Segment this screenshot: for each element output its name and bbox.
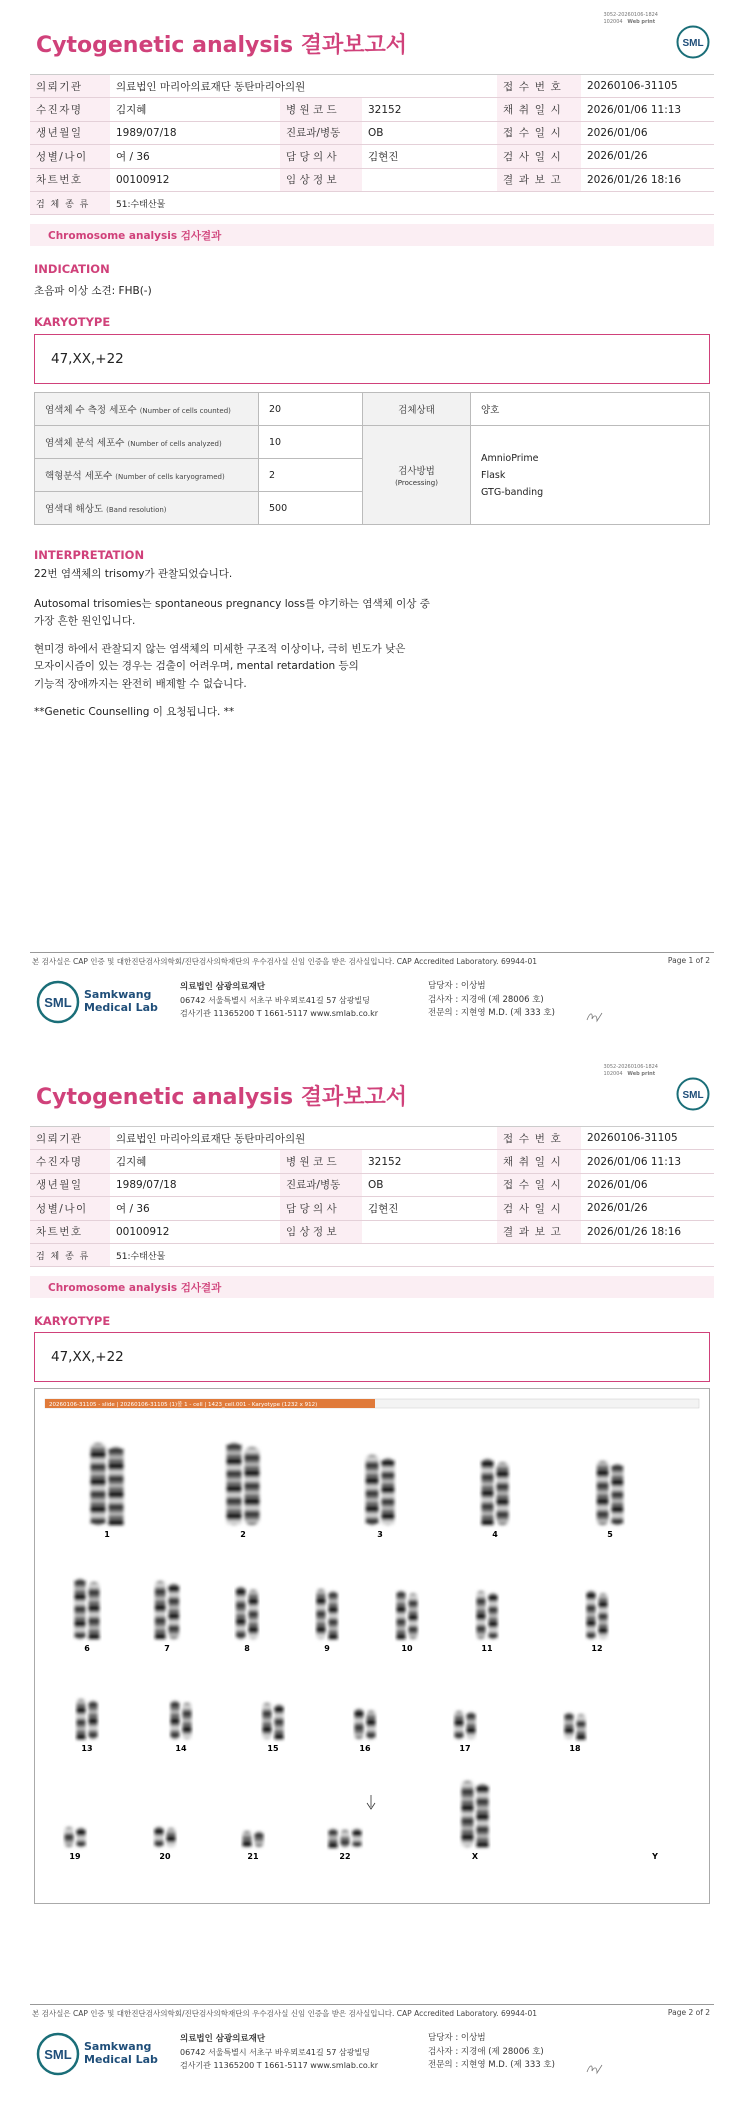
document-code [603,12,658,26]
page-number: Page 1 of 2 [667,956,710,965]
chromosome-pair-y [651,1852,658,1861]
staff-name: 이상범 [460,2033,486,2043]
chromosome-label: 22 [339,1852,351,1861]
value-receipt-date: 2026/01/06 [581,1173,714,1196]
indication-heading: INDICATION [34,262,110,276]
label-birth-date: 생년월일 [30,1173,110,1196]
value-sex-age: 여 / 36 [110,1197,280,1220]
address-line: 06742 서울특별시 서초구 바우뫼로41길 57 삼광빌딩 [180,996,370,1005]
label-physician: 담 당 의 사 [280,1197,362,1220]
staff-name: 지현영 M.D. (제 333 호) [460,1008,555,1018]
brand-line: Samkwang [84,2040,152,2053]
doc-code-line: 3052-20260106-1824 [603,12,658,18]
label-specimen-type: 검 체 종 류 [30,1243,110,1266]
label-chart-number: 차트번호 [30,1220,110,1243]
chromosome-label: 14 [175,1744,187,1753]
document-code [603,1064,658,1078]
staff-name: 이상범 [460,981,486,991]
address-line: 06742 서울특별시 서초구 바우뫼로41길 57 삼광빌딩 [180,2048,370,2057]
label-report-time: 결 과 보 고 [497,168,581,191]
doc-code-line: 102004 [603,19,623,25]
label-accession-number: 접 수 번 호 [497,75,581,98]
footer-staff: 담당자 : 이상범 검사자 : 지경애 (제 28006 호) 전문의 : 지현영 M.D. (제 333 호) [428,2033,555,2070]
value-cells-karyogramed: 2 [259,459,363,492]
sml-logo-icon [676,25,710,59]
karyogram-image [34,1388,710,1904]
report-title: Cytogenetic analysis 결과보고서 [36,1085,408,1110]
interpretation-paragraph: **Genetic Counselling 이 요청됩니다. ** [34,705,235,718]
doc-code-line: 3052-20260106-1824 [603,1064,658,1070]
label-clinical-info: 임 상 정 보 [280,1220,362,1243]
value-receipt-date: 2026/01/06 [581,121,714,144]
chromosome-label: 7 [164,1644,170,1653]
footer-address [180,980,378,1020]
logo-text: SML [682,38,704,49]
method-item: Flask [481,469,506,481]
footer-address [180,2032,378,2072]
karyogram-svg [35,1389,709,1903]
label-report-time: 결 과 보 고 [497,1220,581,1243]
org-name: 의료법인 삼광의료재단 [180,982,266,992]
footer-staff: 담당자 : 이상범 검사자 : 지경애 (제 28006 호) 전문의 : 지현영 M.D. (제 333 호) [428,981,555,1018]
value-department: OB [362,1173,497,1196]
label-hospital-code: 병 원 코 드 [280,1150,362,1173]
org-name: 의료법인 삼광의료재단 [180,2034,266,2044]
brand-line: Medical Lab [84,2053,158,2066]
report-title: Cytogenetic analysis 결과보고서 [36,33,408,58]
interpretation-heading: INTERPRETATION [34,548,145,562]
label-receipt-date: 접 수 일 시 [497,121,581,144]
value-test-date: 2026/01/26 [581,1197,714,1220]
section-chromosome-analysis: Chromosome analysis 검사결과 [30,224,714,246]
value-accession-number: 20260106-31105 [581,1127,714,1150]
interpretation-paragraph: 가장 흔한 원인입니다. [34,615,136,628]
chromosome-label: 3 [377,1530,383,1539]
footer-brand [84,988,158,1014]
label-patient-name: 수진자명 [30,98,110,121]
label-hospital-code: 병 원 코 드 [280,98,362,121]
staff-name: 지경애 (제 28006 호) [460,994,544,1005]
value-chart-number: 00100912 [110,1220,280,1243]
karyogram-header-text: 20260106-31105 - slide | 20260106-31105 (1)볼 1 - cell | 1423_cell.001 - Karyotype (1232 x 912) [49,1402,318,1408]
value-processing-method [471,426,710,525]
value-specimen-type: 51:수태산물 [110,1243,714,1266]
footer-divider [30,2004,714,2005]
value-hospital-code: 32152 [362,98,497,121]
chromosome-label: 1 [104,1530,110,1539]
label-cells-karyogramed: 핵형분석 세포수 (Number of cells karyogramed) [35,459,259,492]
footer-accreditation-note: 본 검사실은 CAP 인증 및 대한진단검사의학회/진단검사의학재단의 우수검사실 신임 인증을 받은 검사실입니다. CAP Accredited Laboratory. 69944-01 [32,2009,538,2018]
sml-logo-icon [36,980,80,1024]
method-item: AmnioPrime [481,452,539,464]
chromosome-label: 17 [459,1744,471,1753]
value-collection-time: 2026/01/06 11:13 [581,1150,714,1173]
page-number: Page 2 of 2 [667,2008,710,2017]
value-sex-age: 여 / 36 [110,145,280,168]
label-specimen-type: 검 체 종 류 [30,191,110,214]
label-chart-number: 차트번호 [30,168,110,191]
web-print-label: Web print [627,1071,656,1077]
chromosome-label: 9 [324,1644,330,1653]
staff-name: 지현영 M.D. (제 333 호) [460,2060,555,2070]
section-chromosome-analysis: Chromosome analysis 검사결과 [30,1276,714,1298]
sml-logo-icon [676,1077,710,1111]
signature-image [585,2062,605,2076]
label-test-date: 검 사 일 시 [497,145,581,168]
value-report-time: 2026/01/26 18:16 [581,1220,714,1243]
web-print-label: Web print [627,19,656,25]
logo-text: SML [682,1090,704,1101]
interpretation-text [34,566,430,721]
label-clinical-info: 임 상 정 보 [280,168,362,191]
chromosome-label: 13 [81,1744,93,1753]
footer-brand [84,2040,158,2066]
chromosome-label: 10 [401,1644,413,1653]
label-collection-time: 채 취 일 시 [497,1150,581,1173]
value-clinical-info [362,1220,497,1243]
chromosome-label: 12 [591,1644,603,1653]
chromosome-label: Y [652,1852,658,1861]
chromosome-label: 4 [492,1530,498,1539]
label-patient-name: 수진자명 [30,1150,110,1173]
signature-image [585,1010,605,1024]
label-sex-age: 성별/나이 [30,1197,110,1220]
label-specimen-condition: 검체상태 [363,393,471,426]
chromosome-label: 8 [244,1644,250,1653]
logo-text: SML [44,2047,72,2062]
chromosome-label: 5 [607,1530,613,1539]
doc-code-line: 102004 [603,1071,623,1077]
chromosome-label: 18 [569,1744,581,1753]
value-accession-number: 20260106-31105 [581,75,714,98]
staff-name: 지경애 (제 28006 호) [460,2046,544,2057]
chromosome-label: 11 [481,1644,493,1653]
chromosome-label: 2 [240,1530,246,1539]
value-physician: 김현진 [362,145,497,168]
interpretation-paragraph: Autosomal trisomies는 spontaneous pregnancy loss를 야기하는 염색체 이상 중 [34,597,430,610]
value-hospital-code: 32152 [362,1150,497,1173]
sml-logo-icon [36,2032,80,2076]
label-department: 진료과/병동 [280,121,362,144]
label-department: 진료과/병동 [280,1173,362,1196]
karyotype-heading: KARYOTYPE [34,315,111,329]
chromosome-label: 16 [359,1744,371,1753]
chromosome-label: 15 [267,1744,279,1753]
chromosome-label: 21 [247,1852,259,1861]
value-birth-date: 1989/07/18 [110,121,280,144]
brand-line: Samkwang [84,988,152,1001]
interpretation-paragraph: 현미경 하에서 관찰되지 않는 염색체의 미세한 구조적 이상이나, 극히 빈도가 낮은 [34,642,406,655]
value-birth-date: 1989/07/18 [110,1173,280,1196]
label-requesting-institution: 의뢰기관 [30,75,110,98]
value-patient-name: 김지혜 [110,1150,280,1173]
cell-count-table [34,392,710,525]
value-specimen-type: 51:수태산물 [110,191,714,214]
method-item: GTG-banding [481,486,544,498]
footer-divider [30,952,714,953]
value-test-date: 2026/01/26 [581,145,714,168]
value-chart-number: 00100912 [110,168,280,191]
label-receipt-date: 접 수 일 시 [497,1173,581,1196]
label-sex-age: 성별/나이 [30,145,110,168]
value-department: OB [362,121,497,144]
chromosome-label: 6 [84,1644,90,1653]
logo-text: SML [44,995,72,1010]
value-cells-analyzed: 10 [259,426,363,459]
value-cells-counted: 20 [259,393,363,426]
value-requesting-institution: 의료법인 마리아의료재단 동탄마리아의원 [110,1127,497,1150]
patient-info-table [30,74,714,215]
brand-line: Medical Lab [84,1001,158,1014]
karyotype-result: 47,XX,+22 [34,1332,710,1382]
interpretation-paragraph: 기능적 장애까지는 완전히 배제할 수 없습니다. [34,677,247,690]
label-physician: 담 당 의 사 [280,145,362,168]
value-requesting-institution: 의료법인 마리아의료재단 동탄마리아의원 [110,75,497,98]
label-birth-date: 생년월일 [30,121,110,144]
value-physician: 김현진 [362,1197,497,1220]
chromosome-label: 20 [159,1852,171,1861]
value-patient-name: 김지혜 [110,98,280,121]
indication-text: 초음파 이상 소견: FHB(-) [34,285,152,297]
label-accession-number: 접 수 번 호 [497,1127,581,1150]
contact-line: 검사기관 11365200 T 1661-5117 www.smlab.co.kr [180,1009,379,1018]
label-cells-analyzed: 염색체 분석 세포수 (Number of cells analyzed) [35,426,259,459]
chromosome-label: X [471,1852,479,1861]
label-band-resolution: 염색대 해상도 (Band resolution) [35,492,259,525]
contact-line: 검사기관 11365200 T 1661-5117 www.smlab.co.kr [180,2061,379,2070]
value-band-resolution: 500 [259,492,363,525]
label-collection-time: 채 취 일 시 [497,98,581,121]
label-processing-method: 검사방법 (Processing) [363,426,471,525]
value-report-time: 2026/01/26 18:16 [581,168,714,191]
label-test-date: 검 사 일 시 [497,1197,581,1220]
value-collection-time: 2026/01/06 11:13 [581,98,714,121]
karyotype-result: 47,XX,+22 [34,334,710,384]
patient-info-table [30,1126,714,1267]
label-cells-counted: 염색체 수 측정 세포수 (Number of cells counted) [35,393,259,426]
interpretation-paragraph: 모자이시즘이 있는 경우는 검출이 어려우며, mental retardation 등의 [34,660,359,673]
label-requesting-institution: 의뢰기관 [30,1127,110,1150]
interpretation-paragraph: 22번 염색체의 trisomy가 관찰되었습니다. [34,568,233,580]
chromosome-label: 19 [69,1852,81,1861]
value-specimen-condition: 양호 [471,393,710,426]
karyotype-heading: KARYOTYPE [34,1314,111,1328]
footer-accreditation-note: 본 검사실은 CAP 인증 및 대한진단검사의학회/진단검사의학재단의 우수검사실 신임 인증을 받은 검사실입니다. CAP Accredited Laboratory. 69944-01 [32,957,538,966]
value-clinical-info [362,168,497,191]
